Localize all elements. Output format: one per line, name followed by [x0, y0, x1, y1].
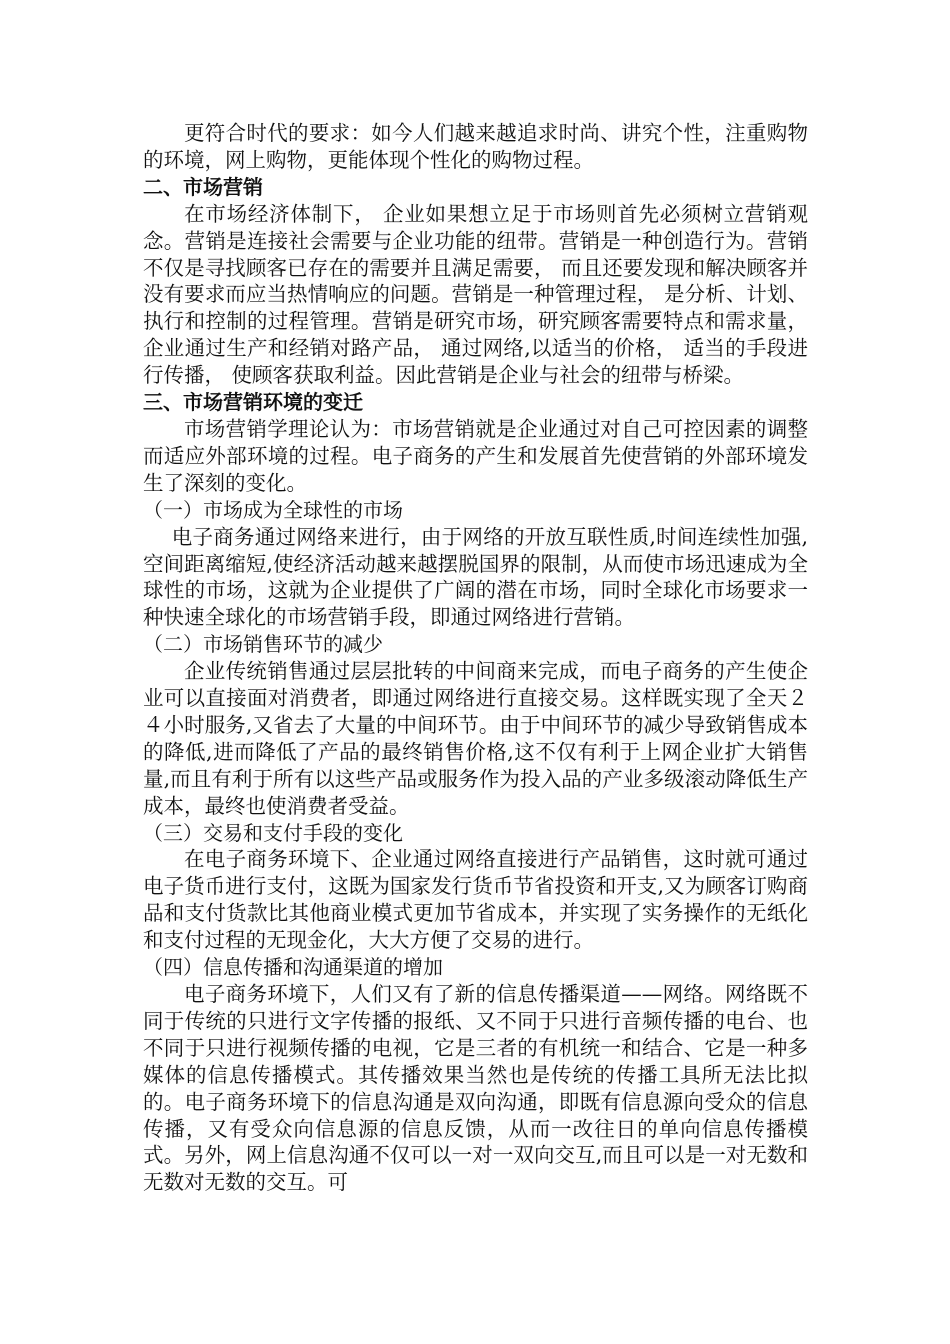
paragraph-marketing: 在市场经济体制下， 企业如果想立足于市场则首先必须树立营销观念。营销是连接社会需要与企业功能的纽带。营销是一种创造行为。营销不仅是寻找顾客已存在的需要并且满足需要， 而且还要发现和解决顾客并没有要求而应当热情响应的问题。营销是一种管理过程， 是分析、计划、执行和控制的过程管理。营销是研究市场，研究顾客需要特点和需求量， 企业通过生产和经销对路产品， 通过网络,以适当的价格， 适当的手段进行传播， 使顾客获取利益。因此营销是企业与社会的纽带与桥梁。: [143, 201, 808, 388]
paragraph-intro: 更符合时代的要求：如今人们越来越追求时尚、讲究个性，注重购物的环境，网上购物，更能体现个性化的购物过程。: [143, 121, 808, 172]
subheading-fewer-sales-links: （二）市场销售环节的减少: [143, 632, 383, 657]
paragraph-global-market: 电子商务通过网络来进行，由于网络的开放互联性质,时间连续性加强,空间距离缩短,使经济活动越来越摆脱国界的限制，从而使市场迅速成为全球性的市场，这就为企业提供了广阔的潜在市场，同时全球化市场要求一种快速全球化的市场营销手段，即通过网络进行营销。: [143, 524, 808, 630]
document-body: [143, 120, 808, 1196]
subheading-payment-changes: （三）交易和支付手段的变化: [143, 820, 403, 845]
section-heading-environment-change: 三、市场营销环境的变迁: [143, 390, 363, 415]
subheading-global-market: （一）市场成为全球性的市场: [143, 497, 403, 522]
paragraph-communication-channels: 电子商务环境下，人们又有了新的信息传播渠道——网络。网络既不同于传统的只进行文字传播的报纸、又不同于只进行音频传播的电台、也不同于只进行视频传播的电视，它是三者的有机统一和结合、它是一种多媒体的信息传播模式。其传播效果当然也是传统的传播工具所无法比拟的。电子商务环境下的信息沟通是双向沟通，即既有信息源向受众的信息传播，又有受众向信息源的信息反馈，从而一改往日的单向信息传播模式。另外，网上信息沟通不仅可以一对一双向交互,而且可以是一对无数和无数对无数的交互。可: [143, 982, 808, 1195]
paragraph-payment-changes: 在电子商务环境下、企业通过网络直接进行产品销售，这时就可通过电子货币进行支付，这既为国家发行货币节省投资和开支,又为顾客订购商品和支付货款比其他商业模式更加节省成本，并实现了实务操作的无纸化和支付过程的无现金化，大大方便了交易的进行。: [143, 847, 808, 953]
section-heading-marketing: 二、市场营销: [143, 174, 263, 199]
paragraph-environment: 市场营销学理论认为：市场营销就是企业通过对自己可控因素的调整而适应外部环境的过程。电子商务的产生和发展首先使营销的外部环境发生了深刻的变化。: [143, 416, 808, 495]
subheading-communication-channels: （四）信息传播和沟通渠道的增加: [143, 955, 443, 980]
paragraph-fewer-sales-links: 企业传统销售通过层层批转的中间商来完成，而电子商务的产生使企业可以直接面对消费者，即通过网络进行直接交易。这样既实现了全天２４小时服务,又省去了大量的中间环节。由于中间环节的减少导致销售成本的降低,进而降低了产品的最终销售价格,这不仅有利于上网企业扩大销售量,而且有利于所有以这些产品或服务作为投入品的产业多级滚动降低生产成本，最终也使消费者受益。: [143, 659, 808, 818]
